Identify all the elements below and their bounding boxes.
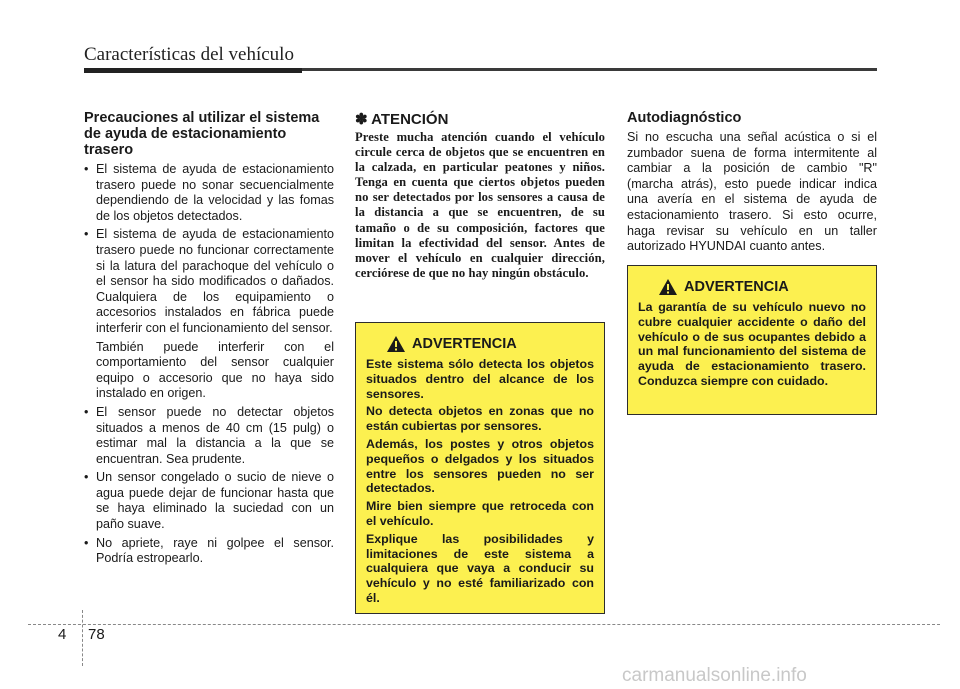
warning-paragraph: No detecta objetos en zonas que no están cubiertas por sensores. — [366, 404, 594, 434]
list-item-text: Un sensor congelado o sucio de nieve o agua puede dejar de funcionar hasta que se haya eliminado la suciedad con un paño suave. — [96, 470, 334, 532]
chapter-number: 4 — [58, 626, 67, 643]
autodiag-heading: Autodiagnóstico — [627, 110, 742, 126]
precautions-list — [84, 162, 334, 567]
list-item-text: El sensor puede no detectar objetos situados a menos de 40 cm (15 pulg) o estimar mal la distancia a la que se encuentran. Sea prudente. — [96, 404, 334, 466]
autodiag-body: Si no escucha una señal acústica o si el zumbador suena de forma intermitente al cambiar a la posición de cambio "R" (marcha atrás), esto puede indicar indica una avería en el sistema de ayuda de estacionamiento trasero. Si esto ocurre, haga revisar su vehículo en un taller autorizado HYUNDAI cuanto antes. — [627, 130, 877, 254]
list-item — [84, 470, 334, 532]
page-number: 78 — [88, 626, 105, 643]
precautions-heading: Precauciones al utilizar el sistema de ayuda de estacionamiento trasero — [84, 110, 320, 158]
warning-title — [638, 278, 866, 296]
watermark: carmanualsonline.info — [622, 665, 807, 686]
list-item-text: El sistema de ayuda de estacionamiento trasero puede no sonar secuencialmente dependiendo de la velocidad y las fomas de los objetos detectados. — [96, 162, 334, 223]
warning-paragraph: Mire bien siempre que retroceda con el vehículo. — [366, 499, 594, 528]
warning-paragraph: Además, los postes y otros objetos pequeños o delgados y los situados entre los sensores pueden no ser detectados. — [366, 436, 594, 496]
warning-triangle-icon — [658, 278, 678, 296]
list-item — [84, 162, 334, 224]
warning-title-text: ADVERTENCIA — [684, 279, 789, 295]
page-header-title: Características del vehículo — [84, 44, 294, 65]
right-column — [627, 110, 877, 255]
footer-divider — [28, 624, 940, 625]
page-number-divider — [82, 610, 83, 666]
attention-heading: ✽ ATENCIÓN — [355, 111, 449, 128]
warning-box-warranty — [627, 265, 877, 415]
list-item-continuation: También puede interferir con el comportamiento del sensor cualquier equipo o accesorio que no haya sido instalado en origen. — [96, 339, 334, 401]
warning-triangle-icon — [386, 335, 406, 353]
list-item — [84, 405, 334, 467]
list-item-text: El sistema de ayuda de estacionamiento trasero puede no funcionar correctamente si la latura del parachoque del vehículo o el sensor ha sido modificados o dañados. Cualquiera de los equipamiento o accesorios instalados en fábrica puede interferir con el funcionamiento del sensor. — [96, 227, 334, 335]
warning-paragraph: La garantía de su vehículo nuevo no cubre cualquier accidente o daño del vehículo o de sus ocupantes debido a un mal funcionamiento del sistema de ayuda de estacionamiento trasero. Conduzca siempre con cuidado. — [638, 300, 866, 388]
warning-paragraph: Este sistema sólo detecta los objetos situados dentro del alcance de los sensores. — [366, 357, 594, 401]
warning-title — [366, 335, 594, 353]
header-rule-accent — [84, 68, 302, 73]
list-item — [84, 227, 334, 402]
list-item-text: No apriete, raye ni golpee el sensor. Podría estropearlo. — [96, 535, 334, 566]
warning-box-sensors — [355, 322, 605, 614]
warning-paragraph: Explique las posibilidades y limitaciones de este sistema a cualquiera que vaya a conducir su vehículo y no esté familiarizado con él. — [366, 531, 594, 605]
left-column — [84, 110, 334, 570]
attention-body: Preste mucha atención cuando el vehículo circule cerca de objetos que se encuentren en la calzada, en particular peatones y niños. Tenga en cuenta que ciertos objetos pueden no ser detectados por los sensores a causa de la distancia a que se encuentren, de su tamaño o de su composición, factores que limitan la efectividad del sensor. Antes de mover el vehículo en cualquier dirección, cerciórese de que no hay ningún obstáculo. — [355, 130, 605, 280]
middle-column — [355, 110, 605, 281]
warning-title-text: ADVERTENCIA — [412, 336, 517, 352]
list-item — [84, 536, 334, 567]
